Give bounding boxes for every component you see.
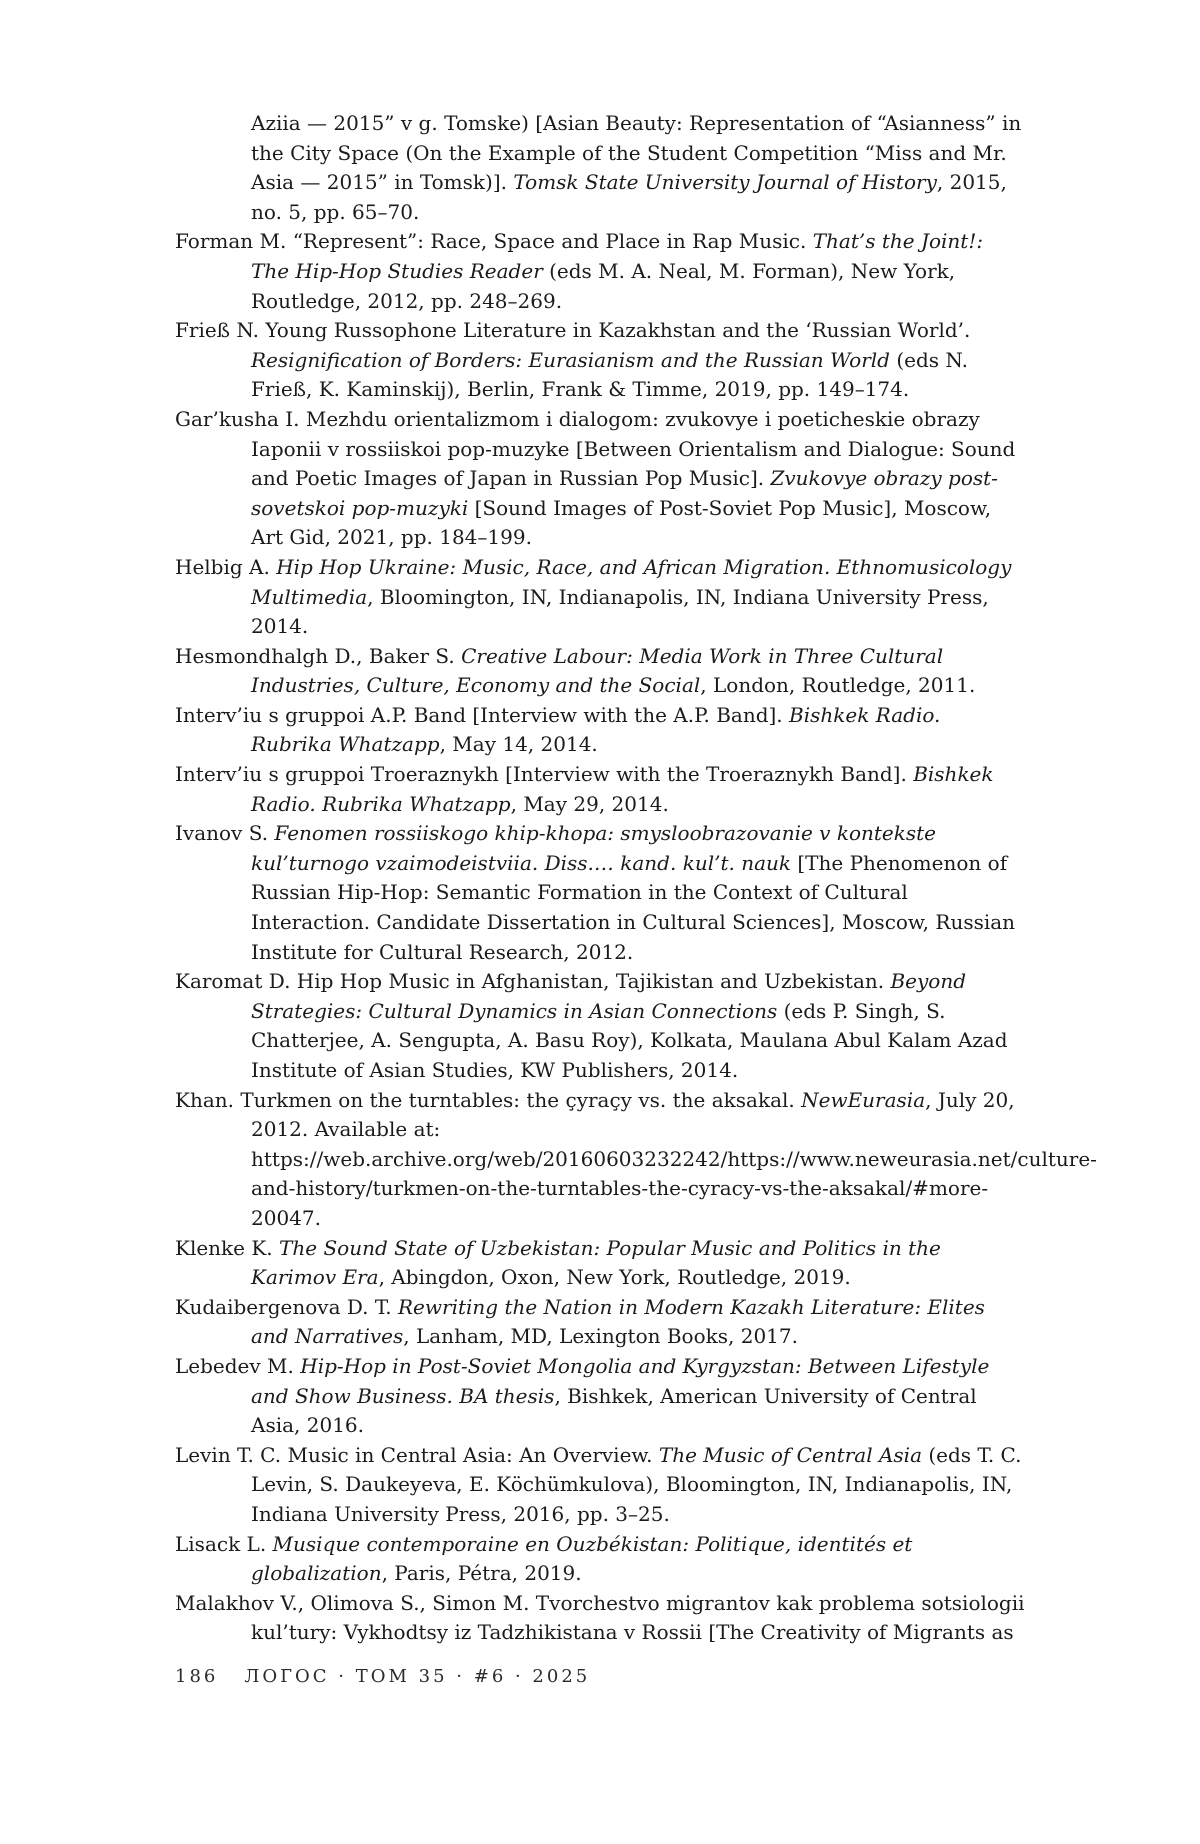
reference-entry [175,701,1025,760]
reference-title: The Music of Central Asia [658,1442,922,1467]
reference-title: Creative Labour: Media Work in Three Cultural Industries, Culture, Economy and the Social [251,643,944,698]
reference-text: Aziia — 2015” v g. Tomske) [Asian Beauty: Representation of “Asianness” in the City Space (On the Example of the Student Competition “Miss and Mr. Asia — 2015” in Tomsk)]. [251,111,1022,195]
reference-entry [175,1441,1025,1530]
reference-text: Interv’iu s gruppoi Troeraznykh [Interview with the Troeraznykh Band]. [175,762,914,787]
reference-title: Rewriting the Nation in Modern Kazakh Literature: Elites and Narratives [251,1294,985,1349]
reference-entry [175,405,1025,553]
reference-text: , Lanham, MD, Lexington Books, 2017. [403,1324,798,1349]
reference-entry [175,227,1025,316]
reference-text: Forman M. “Represent”: Race, Space and Place in Rap Music. [175,229,813,254]
reference-text: (eds P. Singh, S. Chatterjee, A. Sengupta, A. Basu Roy), Kolkata, Maulana Abul Kalam Azad Institute of Asian Studies, KW Publishers, 2014. [251,998,1008,1082]
reference-entry [175,760,1025,819]
reference-entry [175,1352,1025,1441]
reference-text: , May 14, 2014. [439,732,598,757]
reference-title: The Sound State of Uzbekistan: Popular Music and Politics in the Karimov Era [251,1235,941,1290]
reference-text: (eds N. Frieß, K. Kaminskij), Berlin, Frank & Timme, 2019, pp. 149–174. [251,347,968,402]
reference-title: Fenomen rossiiskogo khip-khopa: smysloobrazovanie v kontekste kul’turnogo vzaimodeistviia. Diss.… kand. kul’t. nauk [251,821,937,875]
reference-text: [Sound Images of Post-Soviet Pop Music], Moscow, Art Gid, 2021, pp. 184–199. [251,495,992,550]
reference-text: , Bloomington, IN, Indianapolis, IN, Indiana University Press, 2014. [251,584,989,639]
page-number: 186 [175,1666,219,1687]
reference-text: [The Phenomenon of Russian Hip-Hop: Semantic Formation in the Context of Cultural Interaction. Candidate Dissertation in Cultural Sciences], Moscow, Russian Institute for Cultural Research, 2012. [251,850,1016,964]
reference-entry [175,1530,1025,1589]
reference-title: Musique contemporaine en Ouzbékistan: Politique, identités et globalization [251,1531,913,1586]
reference-entry [175,109,1025,227]
reference-entry [175,1234,1025,1293]
reference-title: Beyond Strategies: Cultural Dynamics in Asian Connections [251,969,967,1023]
reference-text: Hesmondhalgh D., Baker S. [175,643,462,668]
running-head: ЛОГОС · ТОМ 35 · #6 · 2025 [244,1666,591,1687]
reference-title: That’s the Joint!: The Hip-Hop Studies Reader [251,229,984,283]
reference-text: , Abingdon, Oxon, New York, Routledge, 2019. [378,1265,851,1290]
reference-text: Ivanov S. [175,821,275,846]
reference-text: , 2015, no. 5, pp. 65–70. [251,170,1007,224]
reference-title: Bishkek Radio. Rubrika Whatzapp [251,762,994,816]
page-footer [175,1666,590,1687]
reference-entry [175,967,1025,1085]
reference-text: Lisack L. [175,1531,273,1556]
reference-text: Interv’iu s gruppoi A.P. Band [Interview with the A.P. Band]. [175,702,790,727]
reference-title: Resignification of Borders: Eurasianism and the Russian World [251,347,890,372]
reference-text: , May 29, 2014. [510,791,669,816]
reference-title: Hip Hop Ukraine: Music, Race, and African Migration. Ethnomusicology Multimedia [251,554,1012,609]
reference-text: Gar’kusha I. Mezhdu orientalizmom i dialogom: zvukovye i poeticheskie obrazy Iaponii v rossiiskoi pop-muzyke [Between Orientalism and Dialogue: Sound and Poetic Images of Japan in Russian Pop Music]. [175,406,1016,491]
reference-entry [175,1086,1097,1234]
reference-title: Bishkek Radio. Rubrika Whatzapp [251,702,941,757]
reference-text: Klenke K. [175,1235,280,1260]
reference-text: , July 20, 2012. Available at: https://web.archive.org/web/20160603232242/https://www.neweurasia.net/culture-and-history/turkmen-on-the-turntables-the-cyracy-vs-the-aksakal/#more-20047. [251,1087,1097,1230]
reference-entry [175,819,1025,967]
reference-entry [175,1293,1025,1352]
reference-text: , Paris, Pétra, 2019. [381,1561,582,1586]
reference-entry [175,553,1025,642]
reference-text: Lebedev M. [175,1353,301,1378]
reference-title: Zvukovye obrazy post-sovetskoi pop-muzyki [251,466,998,520]
reference-text: Karomat D. Hip Hop Music in Afghanistan, Tajikistan and Uzbekistan. [175,969,891,994]
reference-title: Hip-Hop in Post-Soviet Mongolia and Kyrgyzstan: Between Lifestyle and Show Business. BA thesis [251,1353,990,1408]
reference-entry [175,642,1025,701]
reference-text: Malakhov V., Olimova S., Simon M. Tvorchestvo migrantov kak problema sotsiologii kul’tury: Vykhodtsy iz Tadzhikistana v Rossii [The Creativity of Migrants as [175,1590,1025,1645]
reference-text: Khan. Turkmen on the turntables: the çyraçy vs. the aksakal. [175,1087,802,1112]
reference-title: Tomsk State University Journal of History [513,170,937,195]
reference-list [175,109,1097,1648]
reference-text: Helbig A. [175,554,277,579]
reference-text: Frieß N. Young Russophone Literature in Kazakhstan and the ‘Russian World’. [175,318,971,343]
reference-text: Levin T. C. Music in Central Asia: An Overview. [175,1442,659,1467]
reference-text: (eds M. A. Neal, M. Forman), New York, Routledge, 2012, pp. 248–269. [251,258,956,313]
reference-entry [175,316,1025,405]
reference-text: , London, Routledge, 2011. [700,673,976,698]
reference-text: (eds T. C. Levin, S. Daukeyeva, E. Köchümkulova), Bloomington, IN, Indianapolis, IN, Indiana University Press, 2016, pp. 3–25. [251,1442,1022,1526]
reference-text: Kudaibergenova D. T. [175,1294,398,1319]
reference-text: , Bishkek, American University of Central Asia, 2016. [251,1383,977,1438]
reference-entry [175,1589,1025,1648]
reference-title: NewEurasia [801,1087,926,1112]
